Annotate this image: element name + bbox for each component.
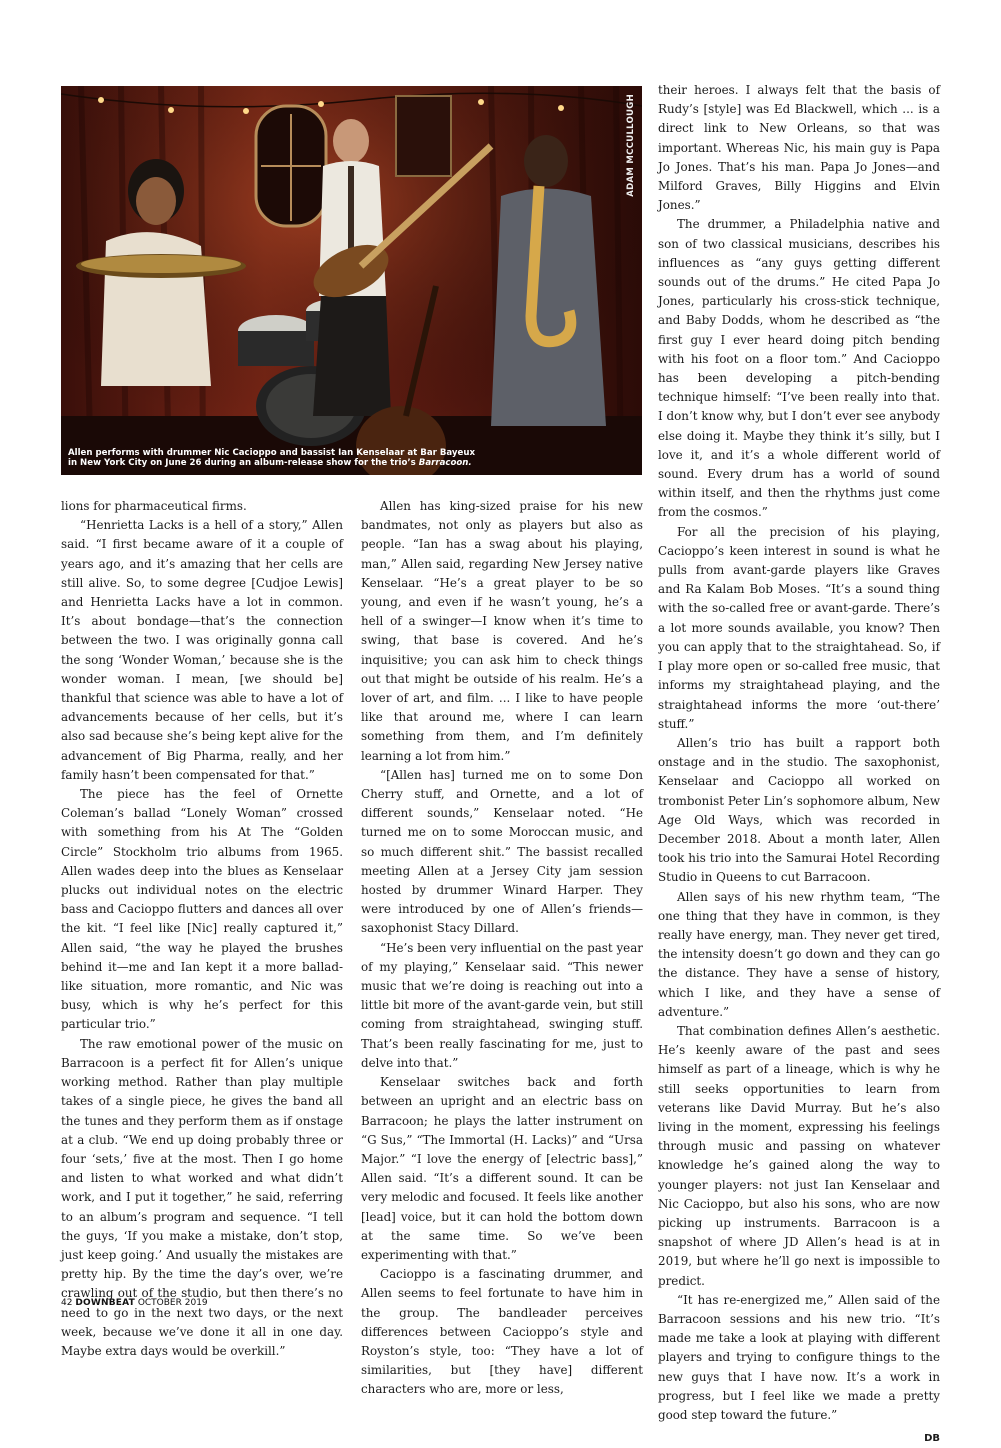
concert-photo-illustration bbox=[61, 86, 642, 475]
issue-date: OCTOBER 2019 bbox=[137, 1298, 208, 1308]
paragraph: “It has re-energized me,” Allen said of the Barracoon sessions and his new trio. “It’s made me take a look at playing with different players and trying to configure things to the new guys that I have now. It’s a work in progress, but I feel like we made a pretty good step toward the future.” bbox=[658, 1292, 940, 1423]
magazine-name: DOWNBEAT bbox=[75, 1298, 135, 1308]
photo-credit: ADAM MCCULLOUGH bbox=[626, 94, 636, 197]
photo-caption bbox=[68, 448, 628, 468]
end-mark: DB bbox=[924, 1433, 940, 1445]
paragraph: “[Allen has] turned me on to some Don Cherry stuff, and Ornette, and a lot of different sounds,” Kenselaar noted. “He turned me on to some Moroccan music, and so much different shit.” The bassist recalled meeting Allen at a Jersey City jam session hosted by drummer Winard Harper. They were introduced by one of Allen’s friends—saxophonist Stacy Dillard. bbox=[361, 767, 643, 936]
article-column-3 bbox=[658, 81, 940, 1448]
paragraph: For all the precision of his playing, Cacioppo’s keen interest in sound is what he pulls from avant-garde players like Graves and Ra Kalam Bob Moses. “It’s a sound thing with the so-called free or avant-garde. There’s a lot more sounds available, you know? Then you can apply that to the straightahead. So, if I play more open or so-called free music, that informs my straightahead playing, and the straightahead informs the more ‘out-there’ stuff.” bbox=[658, 524, 940, 731]
paragraph: their heroes. I always felt that the basis of Rudy’s [style] was Ed Blackwell, which ... is a direct link to New Orleans, so that was important. Whereas Nic, his main guy is Papa Jo Jones. That’s his man. Papa Jo Jones—and Milford Graves, Billy Higgins and Elvin Jones.” bbox=[658, 83, 940, 213]
article-column-2 bbox=[361, 497, 643, 1400]
caption-album-title: Barracoon. bbox=[418, 458, 472, 468]
paragraph: Allen’s trio has built a rapport both onstage and in the studio. The saxophonist, Kenselaar and Cacioppo all worked on trombonist Peter Lin’s sophomore album, New Age Old Ways, which was recorded in December 2018. About a month later, Allen took his trio into the Samurai Hotel Recording Studio in Queens to cut Barracoon. bbox=[658, 735, 940, 885]
caption-line-1: Allen performs with drummer Nic Cacioppo and bassist Ian Kenselaar at Bar Bayeux bbox=[68, 448, 476, 458]
paragraph: Allen says of his new rhythm team, “The one thing that they have in common, is they really have energy, man. They never get tired, the intensity doesn’t go down and they can go the distance. They have a sense of history, which I like, and they have a sense of adventure.” bbox=[658, 889, 940, 1019]
page-number: 42 bbox=[61, 1298, 73, 1308]
paragraph: The piece has the feel of Ornette Coleman’s ballad “Lonely Woman” crossed with something from his At The “Golden Circle” Stockholm trio albums from 1965. Allen wades deep into the blues as Kenselaar plucks out individual notes on the electric bass and Cacioppo flutters and dances all over the kit. “I feel like [Nic] really captured it,” Allen said, “the way he played the brushes behind it—me and Ian kept it a more ballad-like situation, more romantic, and Nic was busy, which is why he’s perfect for this particular trio.” bbox=[61, 787, 343, 1032]
paragraph: lions for pharmaceutical firms. bbox=[61, 499, 247, 513]
page-footer bbox=[61, 1298, 208, 1308]
concert-photo bbox=[61, 86, 642, 475]
paragraph: That combination defines Allen’s aesthetic. He’s keenly aware of the past and sees himself as part of a lineage, which is why he still seeks opportunities to learn from veterans like David Murray. But he’s also living in the moment, expressing his feelings through music and passing on whatever knowledge he’s gained along the way to younger players: not just Ian Kenselaar and Nic Cacioppo, but also his sons, who are now picking up instruments. Barracoon is a snapshot of where JD Allen’s head is at in 2019, but where he’ll go next is impossible to predict. bbox=[658, 1023, 940, 1288]
paragraph: “Henrietta Lacks is a hell of a story,” Allen said. “I first became aware of it a couple of years ago, and it’s amazing that her cells are still alive. So, to some degree [Cudjoe Lewis] and Henrietta Lacks have a lot in common. It’s about bondage—that’s the connection between the two. I was originally gonna call the song ‘Wonder Woman,’ because she is the wonder woman. I mean, [we should be] thankful that science was able to have a lot of advancements because of her cells, but it’s also sad because she’s being kept alive for the advancement of Big Pharma, really, and her family hasn’t been compensated for that.” bbox=[61, 518, 343, 782]
paragraph: The raw emotional power of the music on Barracoon is a perfect fit for Allen’s unique working method. Rather than play multiple takes of a single piece, he gives the band all the tunes and they perform them as if onstage at a club. “We end up doing probably three or four ‘sets,’ five at the most. Then I go home and listen to what worked and what didn’t work, and I put it together,” he said, referring to an album’s program and sequence. “I tell the guys, ‘If you make a mistake, don’t stop, just keep going.’ And usually the mistakes are pretty hip. By the time the day’s over, we’re crawling out of the studio, but then there’s no need to go in the next two days, or the next week, because we’ve done it all in one day. Maybe extra days would be overkill.” bbox=[61, 1036, 343, 1358]
paragraph: Kenselaar switches back and forth between an upright and an electric bass on Barracoon; he plays the latter instrument on “G Sus,” “The Immortal (H. Lacks)” and “Ursa Major.” “I love the energy of [electric bass],” Allen said. “It’s a different sound. It can be very melodic and focused. It feels like another [lead] voice, but it can hold the bottom down at the same time. So we’ve been experimenting with that.” bbox=[361, 1075, 643, 1262]
paragraph: The drummer, a Philadelphia native and son of two classical musicians, describes his influences as “any guys getting different sounds out of the drums.” He cited Papa Jo Jones, particularly his cross-stick technique, and Baby Dodds, whom he described as “the first guy I ever heard doing pitch bending with his foot on a floor tom.” And Cacioppo has been developing a pitch-bending technique himself: “I’ve been really into that. I don’t know why, but I don’t ever see anybody else doing it. Maybe they think it’s silly, but I love it, and it’s a whole different world of sound. Every drum has a world of sound within itself, and then the rhythms just come from the cosmos.” bbox=[658, 217, 940, 520]
paragraph: Allen has king-sized praise for his new bandmates, not only as players but also as people. “Ian has a swag about his playing, man,” Allen said, regarding New Jersey native Kenselaar. “He’s a great player to be so young, and even if he wasn’t young, he’s a hell of a swinger—I know when it’s time to swing, that base is covered. And he’s inquisitive; you can ask him to check things out that might be outside of his realm. He’s a lover of art, and film. ... I like to have people like that around me, where I can learn something from them, and I’m definitely learning a lot from him.” bbox=[361, 499, 643, 763]
caption-line-2: in New York City on June 26 during an album-release show for the trio’s bbox=[68, 458, 416, 468]
paragraph: “He’s been very influential on the past year of my playing,” Kenselaar said. “This newer music that we’re doing is reaching out into a little bit more of the avant-garde vein, but still coming from straightahead, swinging stuff. That’s been really fascinating for me, just to delve into that.” bbox=[361, 940, 643, 1070]
article-column-1 bbox=[61, 497, 343, 1361]
paragraph: Cacioppo is a fascinating drummer, and Allen seems to feel fortunate to have him in the group. The bandleader perceives differences between Cacioppo’s style and Royston’s style, too: “They have a lot of similarities, but [they have] different characters who are, more or less, bbox=[361, 1267, 643, 1397]
